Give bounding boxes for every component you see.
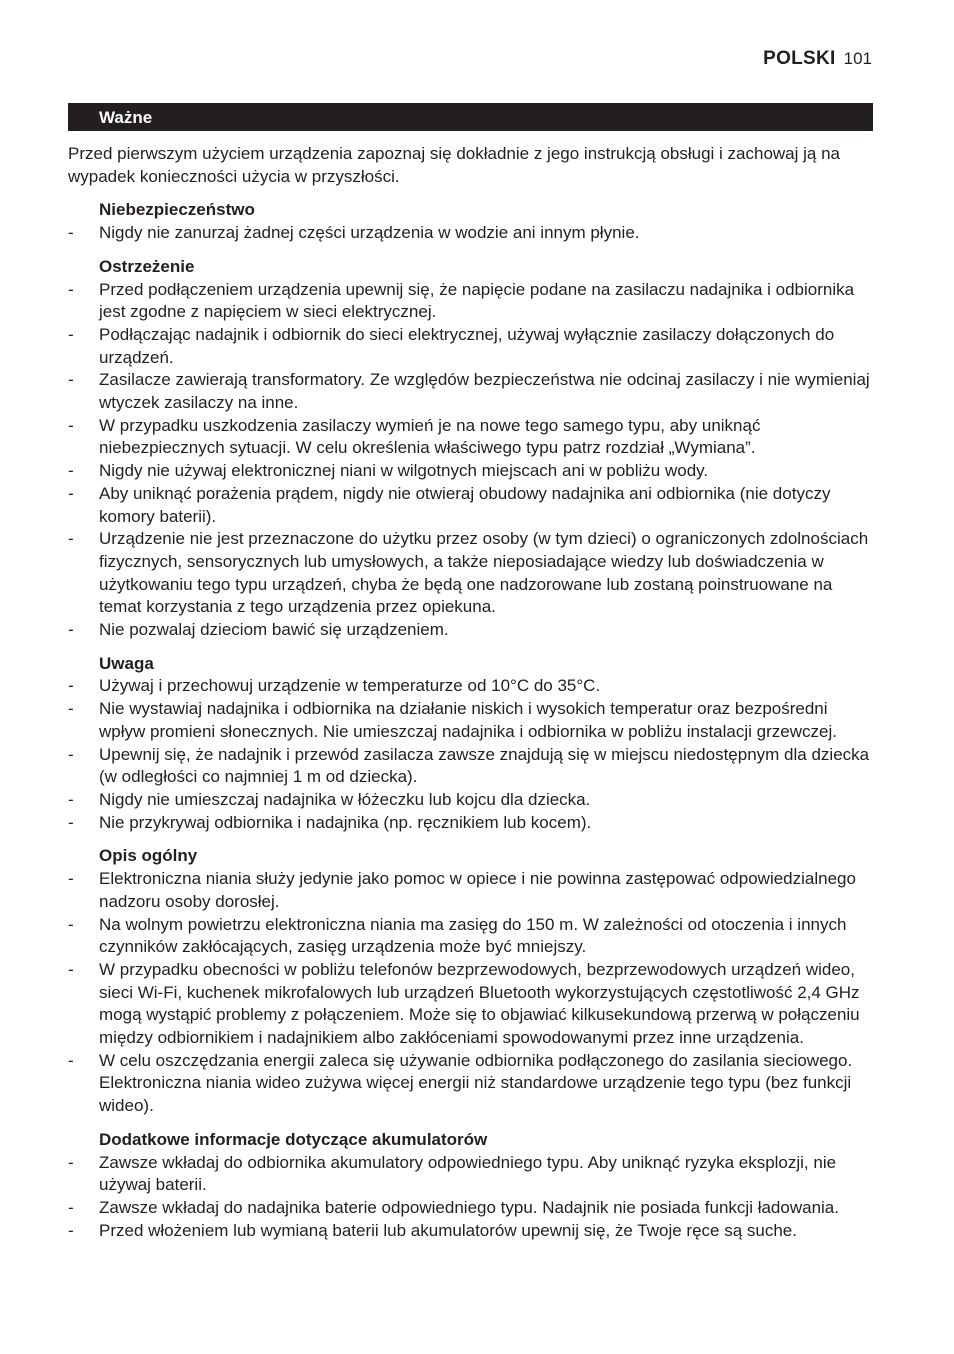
bullet-dash: - [68, 370, 74, 390]
subsection-heading: Opis ogólny [99, 846, 198, 866]
list-item [68, 619, 878, 642]
list-item [68, 675, 878, 698]
bullet-dash: - [68, 676, 74, 696]
list-item-text: Zawsze wkładaj do nadajnika baterie odpowiedniego typu. Nadajnik nie posiada funkcji ładowania. [99, 1197, 839, 1217]
list-item-text: W celu oszczędzania energii zaleca się używanie odbiornika podłączonego do zasilania sieciowego. Elektroniczna niania wideo zużywa więcej energii niż standardowe urządzenie tego typu (bez funkcji wideo). [99, 1050, 853, 1116]
list-item-text: Elektroniczna niania służy jedynie jako pomoc w opiece i nie powinna zastępować odpowiedzialnego nadzoru osoby dorosłej. [99, 869, 856, 911]
bullet-dash: - [68, 789, 74, 809]
bullet-list [68, 1152, 878, 1243]
list-item-text: W przypadku uszkodzenia zasilaczy wymień je na nowe tego samego typu, aby uniknąć niebezpiecznych sytuacji. W celu określenia właściwego typu patrz rozdział „Wymiana”. [99, 415, 761, 458]
bullet-dash: - [68, 620, 74, 640]
list-item-text: W przypadku obecności w pobliżu telefonów bezprzewodowych, bezprzewodowych urządzeń wideo, sieci Wi-Fi, kuchenek mikrofalowych lub urządzeń Bluetooth wykorzystujących częstotliwość 2,4 GHz mogą wystąpić problemy z połączeniem. Może się to objawiać kilkusekundową przerwą w połączeniu między odbiornikiem i nadajnikiem albo zakłóceniami spowodowanymi przez inne urządzenia. [99, 959, 860, 1048]
list-item [68, 698, 878, 743]
list-item-text: Zawsze wkładaj do odbiornika akumulatory odpowiedniego typu. Aby uniknąć ryzyka eksplozji, nie używaj baterii. [99, 1152, 837, 1195]
list-item [68, 868, 878, 913]
subsection-heading: Uwaga [99, 653, 154, 673]
list-item-text: Podłączając nadajnik i odbiornik do sieci elektrycznej, używaj wyłącznie zasilaczy dołączonych do urządzeń. [99, 324, 835, 367]
list-item [68, 812, 878, 835]
list-item [68, 1152, 878, 1197]
list-item-text: Nigdy nie używaj elektronicznej niani w wilgotnych miejscach ani w pobliżu wody. [99, 461, 709, 481]
bullet-dash: - [68, 812, 74, 832]
list-item [68, 222, 878, 245]
list-item [68, 460, 878, 483]
list-item [68, 914, 878, 959]
list-item [68, 959, 878, 1050]
subsection-heading: Niebezpieczeństwo [99, 200, 255, 220]
subsection [68, 845, 878, 1117]
list-item [68, 1220, 878, 1243]
list-item-text: Na wolnym powietrzu elektroniczna niania ma zasięg do 150 m. W zależności od otoczenia i innych czynników zakłócających, zasięg urządzenia może być mniejszy. [99, 914, 847, 957]
subsection-heading: Ostrzeżenie [99, 256, 195, 276]
bullet-dash: - [68, 1197, 74, 1217]
content-body [68, 143, 878, 1242]
bullet-dash: - [68, 1152, 74, 1172]
list-item-text: Przed podłączeniem urządzenia upewnij się, że napięcie podane na zasilaczu nadajnika i odbiornika jest zgodne z napięciem w sieci elektrycznej. [99, 279, 855, 322]
list-item-text: Upewnij się, że nadajnik i przewód zasilacza zawsze znajdują się w miejscu niedostępnym dla dziecka (w odległości co najmniej 1 m od dziecka). [99, 744, 870, 787]
bullet-list [68, 675, 878, 834]
subsection-heading: Dodatkowe informacje dotyczące akumulatorów [99, 1129, 488, 1149]
bullet-dash: - [68, 1050, 74, 1070]
list-item [68, 415, 878, 460]
bullet-dash: - [68, 699, 74, 719]
list-item [68, 789, 878, 812]
list-item-text: Nie wystawiaj nadajnika i odbiornika na działanie niskich i wysokich temperatur oraz bezpośredni wpływ promieni słonecznych. Nie umieszczaj nadajnika i odbiornika w pobliżu instalacji grzewczej. [99, 699, 837, 741]
list-item [68, 1050, 878, 1118]
page-header [763, 48, 872, 70]
list-item-text: Nigdy nie zanurzaj żadnej części urządzenia w wodzie ani innym płynie. [99, 223, 640, 243]
list-item [68, 1197, 878, 1220]
list-item [68, 483, 878, 528]
list-item-text: Nie przykrywaj odbiornika i nadajnika (np. ręcznikiem lub kocem). [99, 812, 592, 832]
bullet-dash: - [68, 223, 74, 243]
bullet-list [68, 279, 878, 642]
subsection [68, 199, 878, 244]
list-item-text: Przed włożeniem lub wymianą baterii lub akumulatorów upewnij się, że Twoje ręce są suche. [99, 1220, 797, 1240]
list-item [68, 279, 878, 324]
subsection [68, 653, 878, 835]
bullet-list [68, 868, 878, 1118]
bullet-dash: - [68, 415, 74, 435]
bullet-dash: - [68, 483, 74, 503]
list-item [68, 528, 878, 619]
list-item [68, 744, 878, 789]
section-title-bar [68, 103, 873, 131]
list-item-text: Nie pozwalaj dzieciom bawić się urządzeniem. [99, 620, 449, 640]
bullet-dash: - [68, 461, 74, 481]
list-item-text: Aby uniknąć porażenia prądem, nigdy nie otwieraj obudowy nadajnika ani odbiornika (nie dotyczy komory baterii). [99, 483, 831, 526]
bullet-dash: - [68, 279, 74, 299]
bullet-dash: - [68, 744, 74, 764]
subsection [68, 256, 878, 642]
language-label: POLSKI [763, 48, 836, 69]
subsection [68, 1129, 878, 1243]
bullet-list [68, 222, 878, 245]
list-item [68, 369, 878, 414]
subsections-container [68, 199, 878, 1242]
list-item-text: Urządzenie nie jest przeznaczone do użytku przez osoby (w tym dzieci) o ograniczonych zdolnościach fizycznych, sensorycznych lub umysłowych, a także nieposiadające wiedzy lub doświadczenia w użytkowaniu tego typu urządzeń, chyba że będą one nadzorowane lub zostaną poinstruowane na temat korzystania z tego urządzenia przez opiekuna. [99, 529, 869, 617]
list-item [68, 324, 878, 369]
bullet-dash: - [68, 869, 74, 889]
bullet-dash: - [68, 959, 74, 979]
section-title: Ważne [99, 108, 153, 127]
bullet-dash: - [68, 529, 74, 549]
list-item-text: Nigdy nie umieszczaj nadajnika w łóżeczku lub kojcu dla dziecka. [99, 789, 591, 809]
list-item-text: Używaj i przechowuj urządzenie w temperaturze od 10°C do 35°C. [99, 676, 601, 696]
bullet-dash: - [68, 914, 74, 934]
bullet-dash: - [68, 1220, 74, 1240]
list-item-text: Zasilacze zawierają transformatory. Ze względów bezpieczeństwa nie odcinaj zasilaczy i nie wymieniaj wtyczek zasilaczy na inne. [99, 370, 870, 413]
page-number: 101 [843, 49, 872, 68]
bullet-dash: - [68, 324, 74, 344]
intro-paragraph: Przed pierwszym użyciem urządzenia zapoznaj się dokładnie z jego instrukcją obsługi i zachowaj ją na wypadek konieczności użycia w przyszłości. [68, 144, 840, 186]
